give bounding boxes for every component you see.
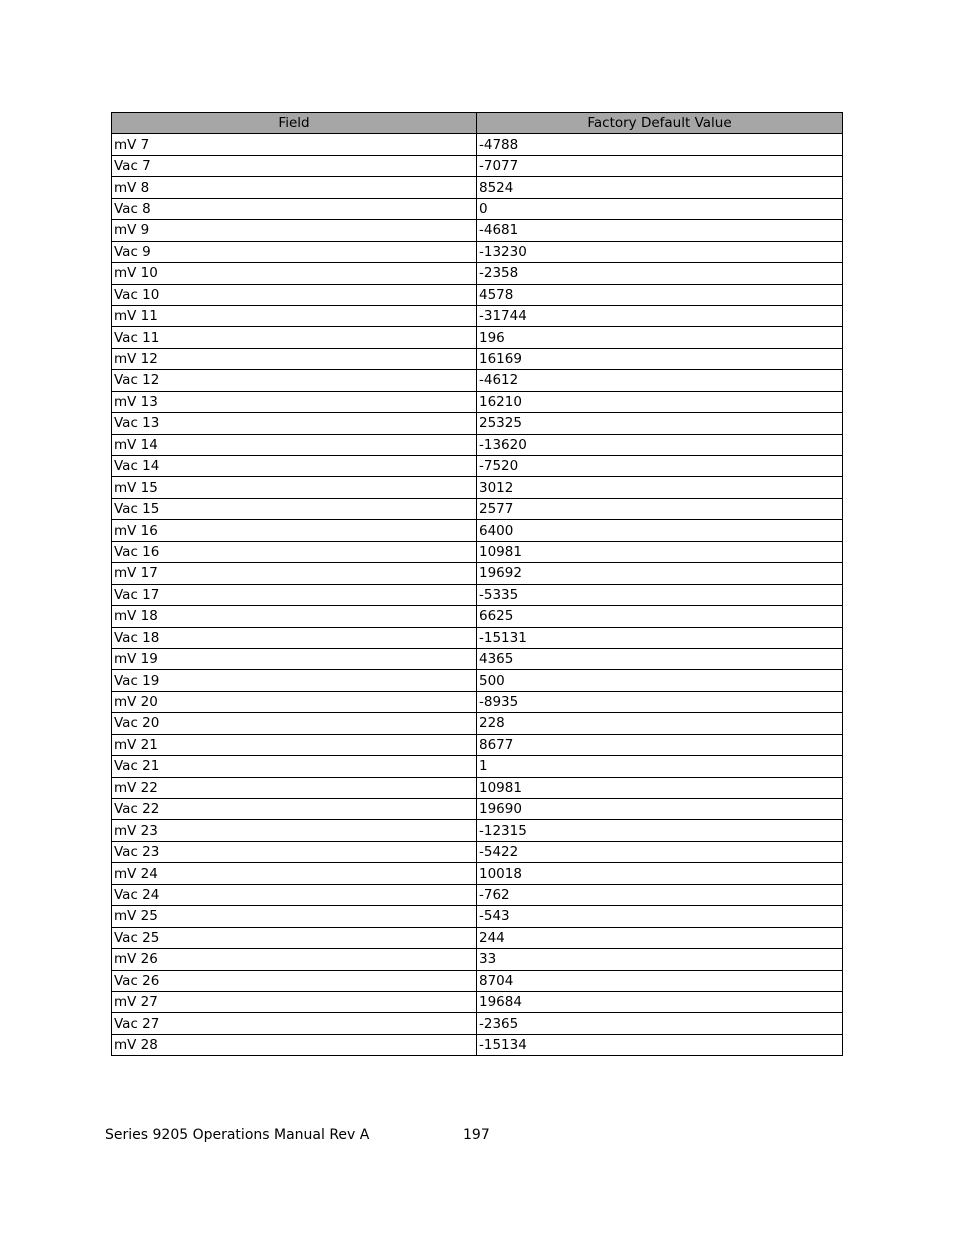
field-cell: mV 17	[112, 563, 477, 584]
table-row	[112, 1034, 843, 1055]
table-row	[112, 434, 843, 455]
field-cell: Vac 17	[112, 584, 477, 605]
field-cell: Vac 15	[112, 498, 477, 519]
table-row	[112, 799, 843, 820]
table-row	[112, 884, 843, 905]
table-row	[112, 498, 843, 519]
default-value-cell: -5422	[477, 841, 843, 862]
default-value-cell: -543	[477, 906, 843, 927]
default-value-cell: 3012	[477, 477, 843, 498]
table-row	[112, 949, 843, 970]
table-body	[112, 134, 843, 1056]
table-row	[112, 863, 843, 884]
field-cell: mV 27	[112, 991, 477, 1012]
field-cell: Vac 8	[112, 198, 477, 219]
default-value-cell: 244	[477, 927, 843, 948]
field-cell: mV 28	[112, 1034, 477, 1055]
factory-defaults-table	[111, 112, 843, 1056]
default-value-cell: 33	[477, 949, 843, 970]
table-header-row	[112, 113, 843, 134]
table-row	[112, 520, 843, 541]
default-value-cell: -2358	[477, 263, 843, 284]
default-value-cell: -5335	[477, 584, 843, 605]
default-value-cell: 10981	[477, 777, 843, 798]
field-cell: mV 24	[112, 863, 477, 884]
default-value-cell: 10981	[477, 541, 843, 562]
default-value-cell: 8524	[477, 177, 843, 198]
table-row	[112, 606, 843, 627]
footer-document-title: Series 9205 Operations Manual Rev A	[105, 1127, 370, 1143]
table-row	[112, 134, 843, 155]
field-cell: mV 11	[112, 305, 477, 326]
default-value-cell: -7520	[477, 456, 843, 477]
table-row	[112, 198, 843, 219]
default-value-cell: 19692	[477, 563, 843, 584]
table-row	[112, 327, 843, 348]
field-cell: Vac 18	[112, 627, 477, 648]
table-row	[112, 691, 843, 712]
table-row	[112, 734, 843, 755]
default-value-cell: 19690	[477, 799, 843, 820]
default-value-cell: 16169	[477, 348, 843, 369]
default-value-cell: 4578	[477, 284, 843, 305]
column-header-field: Field	[112, 113, 477, 134]
default-value-cell: -762	[477, 884, 843, 905]
default-value-cell: 0	[477, 198, 843, 219]
default-value-cell: 196	[477, 327, 843, 348]
field-cell: mV 22	[112, 777, 477, 798]
default-value-cell: 1	[477, 756, 843, 777]
default-value-cell: 2577	[477, 498, 843, 519]
column-header-factory-default-value: Factory Default Value	[477, 113, 843, 134]
default-value-cell: 6400	[477, 520, 843, 541]
field-cell: Vac 12	[112, 370, 477, 391]
footer-page-number: 197	[463, 1127, 490, 1143]
table-row	[112, 477, 843, 498]
field-cell: mV 25	[112, 906, 477, 927]
field-cell: Vac 9	[112, 241, 477, 262]
field-cell: Vac 23	[112, 841, 477, 862]
default-value-cell: 25325	[477, 413, 843, 434]
field-cell: mV 21	[112, 734, 477, 755]
default-value-cell: 10018	[477, 863, 843, 884]
field-cell: Vac 10	[112, 284, 477, 305]
default-value-cell: -13620	[477, 434, 843, 455]
table-row	[112, 906, 843, 927]
default-value-cell: -13230	[477, 241, 843, 262]
table-row	[112, 263, 843, 284]
table-row	[112, 220, 843, 241]
table-row	[112, 584, 843, 605]
field-cell: Vac 27	[112, 1013, 477, 1034]
default-value-cell: -4681	[477, 220, 843, 241]
field-cell: Vac 16	[112, 541, 477, 562]
table-row	[112, 348, 843, 369]
default-value-cell: 8704	[477, 970, 843, 991]
default-value-cell: -15134	[477, 1034, 843, 1055]
default-value-cell: -31744	[477, 305, 843, 326]
field-cell: mV 18	[112, 606, 477, 627]
default-value-cell: -7077	[477, 155, 843, 176]
field-cell: mV 7	[112, 134, 477, 155]
field-cell: Vac 19	[112, 670, 477, 691]
table-row	[112, 777, 843, 798]
default-value-cell: -4612	[477, 370, 843, 391]
table-row	[112, 284, 843, 305]
table-row	[112, 177, 843, 198]
default-value-cell: 500	[477, 670, 843, 691]
default-value-cell: -12315	[477, 820, 843, 841]
field-cell: Vac 24	[112, 884, 477, 905]
table-row	[112, 713, 843, 734]
table-row	[112, 155, 843, 176]
field-cell: Vac 14	[112, 456, 477, 477]
table-row	[112, 563, 843, 584]
field-cell: mV 10	[112, 263, 477, 284]
table-row	[112, 670, 843, 691]
default-value-cell: 4365	[477, 648, 843, 669]
field-cell: Vac 20	[112, 713, 477, 734]
table-row	[112, 370, 843, 391]
field-cell: mV 9	[112, 220, 477, 241]
field-cell: Vac 26	[112, 970, 477, 991]
field-cell: Vac 22	[112, 799, 477, 820]
field-cell: Vac 11	[112, 327, 477, 348]
table-row	[112, 627, 843, 648]
field-cell: mV 14	[112, 434, 477, 455]
table-row	[112, 927, 843, 948]
default-value-cell: 19684	[477, 991, 843, 1012]
field-cell: mV 8	[112, 177, 477, 198]
table-row	[112, 648, 843, 669]
table-row	[112, 413, 843, 434]
table-row	[112, 305, 843, 326]
field-cell: Vac 7	[112, 155, 477, 176]
table-row	[112, 456, 843, 477]
table-row	[112, 841, 843, 862]
field-cell: Vac 21	[112, 756, 477, 777]
default-value-cell: 8677	[477, 734, 843, 755]
field-cell: Vac 25	[112, 927, 477, 948]
default-value-cell: -4788	[477, 134, 843, 155]
field-cell: mV 12	[112, 348, 477, 369]
table-row	[112, 820, 843, 841]
default-value-cell: 6625	[477, 606, 843, 627]
table-row	[112, 991, 843, 1012]
table-row	[112, 541, 843, 562]
default-value-cell: -8935	[477, 691, 843, 712]
default-value-cell: -15131	[477, 627, 843, 648]
field-cell: mV 16	[112, 520, 477, 541]
default-value-cell: -2365	[477, 1013, 843, 1034]
table-row	[112, 1013, 843, 1034]
default-value-cell: 228	[477, 713, 843, 734]
field-cell: mV 19	[112, 648, 477, 669]
table-row	[112, 241, 843, 262]
field-cell: mV 13	[112, 391, 477, 412]
table-row	[112, 756, 843, 777]
field-cell: Vac 13	[112, 413, 477, 434]
field-cell: mV 20	[112, 691, 477, 712]
field-cell: mV 26	[112, 949, 477, 970]
field-cell: mV 23	[112, 820, 477, 841]
table-row	[112, 391, 843, 412]
field-cell: mV 15	[112, 477, 477, 498]
default-value-cell: 16210	[477, 391, 843, 412]
table-row	[112, 970, 843, 991]
